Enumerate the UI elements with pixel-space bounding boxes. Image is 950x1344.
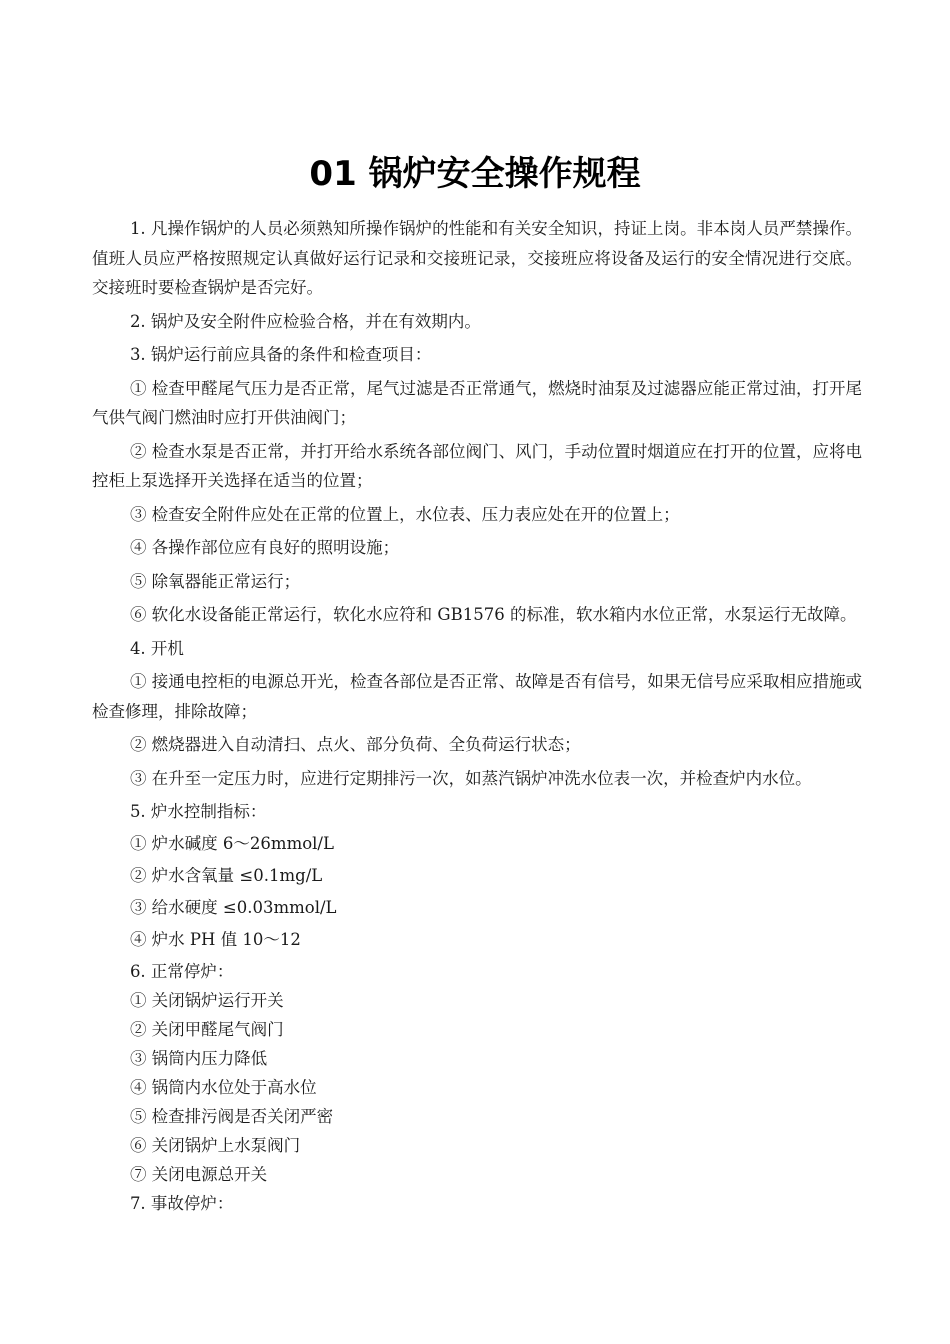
paragraph-6: 6. 正常停炉： — [129, 962, 234, 981]
paragraph-5-item-2: ② 炉水含氧量 ≤0.1mg/L — [129, 866, 323, 885]
paragraph-5-item-1: ① 炉水碱度 6～26mmol/L — [129, 834, 334, 853]
paragraph-5-item-3: ③ 给水硬度 ≤0.03mmol/L — [129, 898, 337, 917]
paragraph-2: 2. 锅炉及安全附件应检验合格，并在有效期内。 — [129, 311, 481, 331]
paragraph-6-item-1: ① 关闭锅炉运行开关 — [129, 991, 284, 1010]
paragraph-4: 4. 开机 — [129, 638, 184, 658]
paragraph-6-item-7: ⑦ 关闭电源总开关 — [129, 1165, 268, 1184]
paragraph-3-item-3: ③ 检查安全附件应处在正常的位置上，水位表、压力表应处在开的位置上； — [129, 504, 680, 524]
paragraph-3: 3. 锅炉运行前应具备的条件和检查项目： — [129, 345, 432, 364]
paragraph-6-item-3: ③ 锅筒内压力降低 — [129, 1049, 268, 1068]
paragraph-4-item-3: ③ 在升至一定压力时，应进行定期排污一次，如蒸汽锅炉冲洗水位表一次，并检查炉内水位。 — [129, 768, 812, 788]
paragraph-6-item-5: ⑤ 检查排污阀是否关闭严密 — [129, 1107, 334, 1126]
paragraph-4-item-2: ② 燃烧器进入自动清扫、点火、部分负荷、全负荷运行状态； — [129, 735, 581, 754]
paragraph-6-item-6: ⑥ 关闭锅炉上水泵阀门 — [129, 1136, 301, 1155]
document-title: 01 锅炉安全操作规程 — [309, 154, 641, 194]
paragraph-3-item-4: ④ 各操作部位应有良好的照明设施； — [129, 538, 400, 557]
document-body — [92, 214, 862, 1218]
paragraph-1: 1. 凡操作锅炉的人员必须熟知所操作锅炉的性能和有关安全知识，持证上岗。非本岗人员严禁操作。值班人员应严格按照规定认真做好运行记录和交接班记录，交接班应将设备及运行的安全情况进行交底。交接班时要检查锅炉是否完好。 — [92, 219, 862, 297]
paragraph-4-item-1: ① 接通电控柜的电源总开光，检查各部位是否正常、故障是否有信号，如果无信号应采取相应措施或检查修理，排除故障； — [92, 672, 862, 721]
paragraph-3-item-5: ⑤ 除氧器能正常运行； — [129, 571, 301, 591]
paragraph-3-item-2: ② 检查水泵是否正常，并打开给水系统各部位阀门、风门，手动位置时烟道应在打开的位置，应将电控柜上泵选择开关选择在适当的位置； — [92, 441, 862, 490]
paragraph-3-item-1: ① 检查甲醛尾气压力是否正常，尾气过滤是否正常通气，燃烧时油泵及过滤器应能正常过油，打开尾气供气阀门燃油时应打开供油阀门； — [92, 378, 862, 427]
paragraph-7: 7. 事故停炉： — [129, 1194, 234, 1213]
paragraph-6-item-2: ② 关闭甲醛尾气阀门 — [129, 1020, 284, 1039]
paragraph-3-item-6: ⑥ 软化水设备能正常运行，软化水应符和 GB1576 的标准，软水箱内水位正常，水泵运行无故障。 — [129, 605, 857, 624]
paragraph-5: 5. 炉水控制指标： — [129, 802, 267, 821]
paragraph-6-item-4: ④ 锅筒内水位处于高水位 — [129, 1078, 317, 1097]
paragraph-5-item-4: ④ 炉水 PH 值 10～12 — [129, 930, 301, 949]
